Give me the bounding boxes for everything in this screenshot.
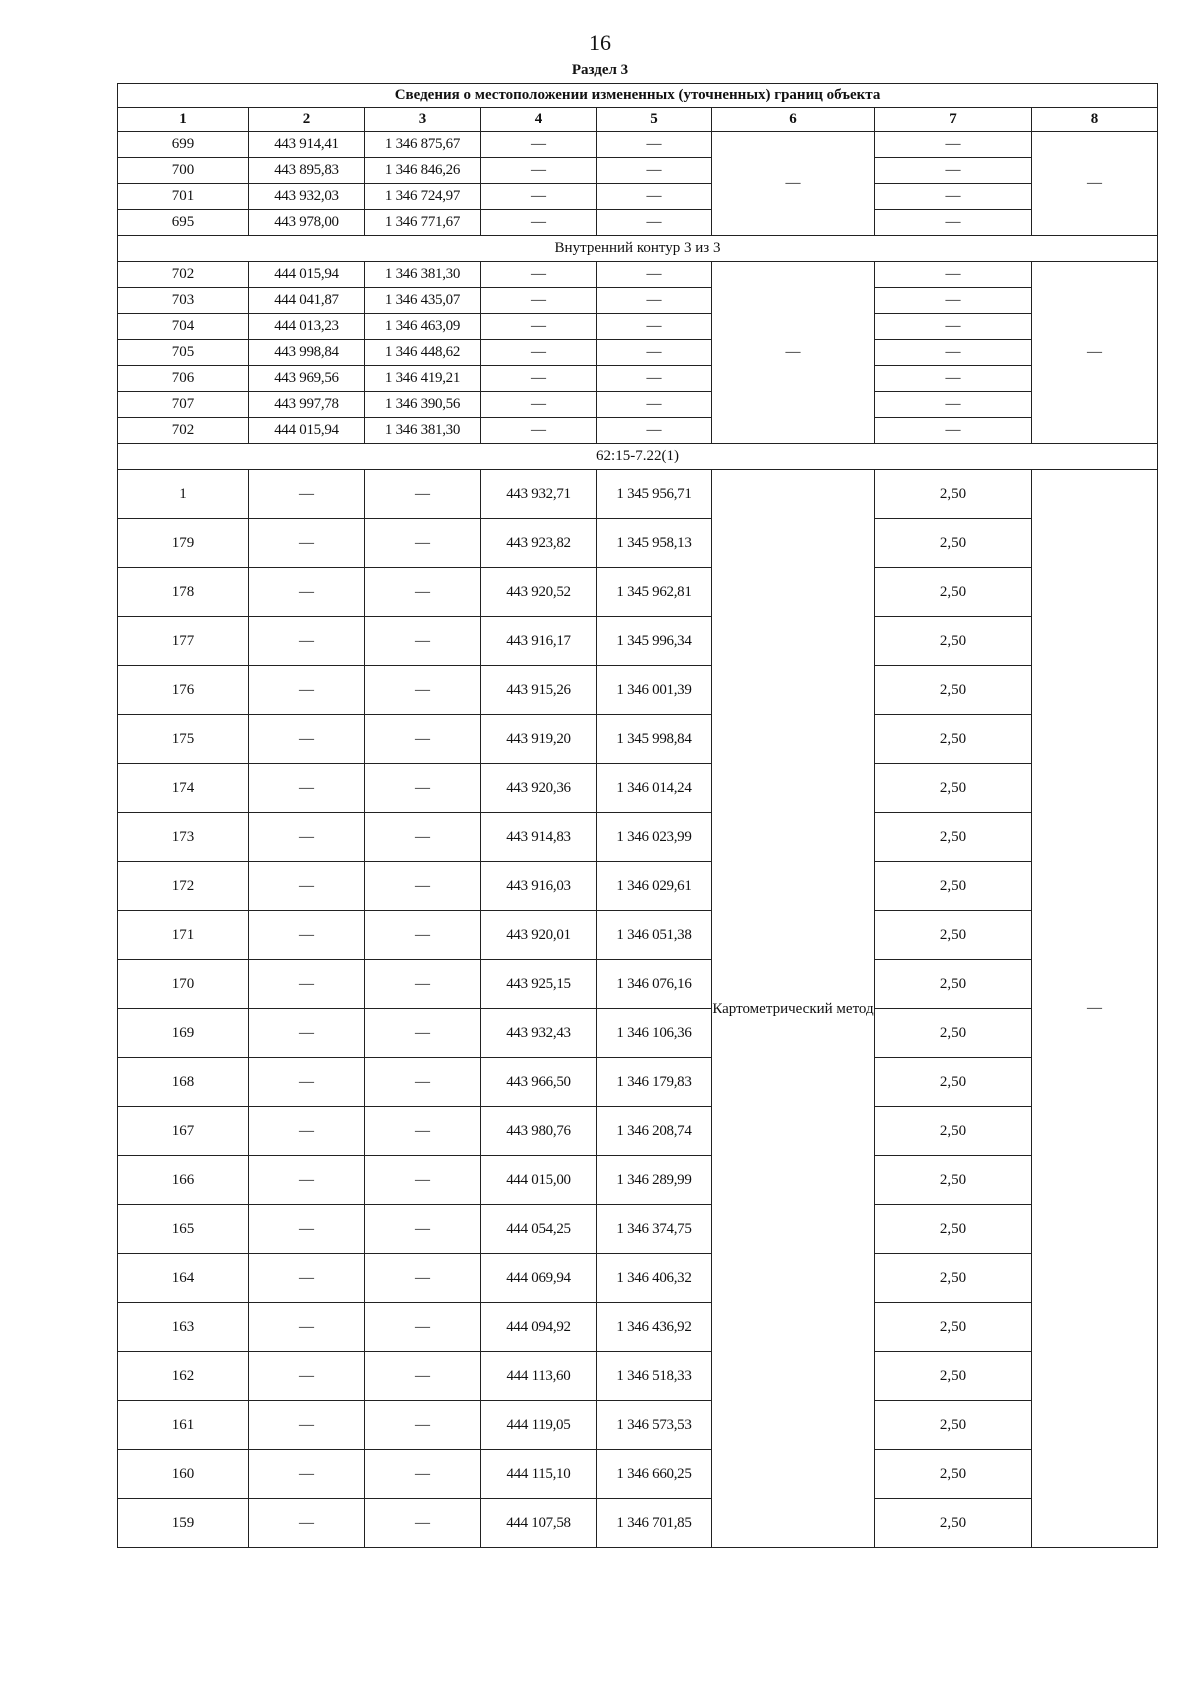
new-y: 1 346 051,38 bbox=[597, 911, 712, 960]
accuracy: 2,50 bbox=[875, 764, 1032, 813]
new-y: 1 345 962,81 bbox=[597, 568, 712, 617]
existing-y: — bbox=[365, 519, 481, 568]
point-number: 164 bbox=[118, 1254, 249, 1303]
new-x: — bbox=[481, 158, 597, 184]
new-y: 1 346 436,92 bbox=[597, 1303, 712, 1352]
point-number: 170 bbox=[118, 960, 249, 1009]
existing-x: — bbox=[249, 1107, 365, 1156]
existing-y: 1 346 448,62 bbox=[365, 340, 481, 366]
existing-y: 1 346 771,67 bbox=[365, 210, 481, 236]
table-row bbox=[118, 911, 1158, 960]
page-number: 16 bbox=[589, 30, 611, 55]
existing-x: — bbox=[249, 1450, 365, 1499]
new-x: 444 113,60 bbox=[481, 1352, 597, 1401]
parcel-separator bbox=[118, 444, 1158, 470]
new-x: — bbox=[481, 392, 597, 418]
existing-y: — bbox=[365, 1205, 481, 1254]
point-number: 161 bbox=[118, 1401, 249, 1450]
boundary-table bbox=[117, 83, 1158, 1548]
parcel-separator-label: 62:15-7.22(1) bbox=[118, 444, 1158, 470]
existing-x: 444 041,87 bbox=[249, 288, 365, 314]
new-y: 1 346 374,75 bbox=[597, 1205, 712, 1254]
new-x: — bbox=[481, 184, 597, 210]
accuracy: — bbox=[875, 158, 1032, 184]
existing-x: 443 932,03 bbox=[249, 184, 365, 210]
accuracy: — bbox=[875, 418, 1032, 444]
new-y: 1 346 076,16 bbox=[597, 960, 712, 1009]
existing-x: — bbox=[249, 1499, 365, 1548]
table-row bbox=[118, 470, 1158, 519]
accuracy: — bbox=[875, 132, 1032, 158]
point-number: 707 bbox=[118, 392, 249, 418]
point-number: 172 bbox=[118, 862, 249, 911]
point-number: 163 bbox=[118, 1303, 249, 1352]
point-number: 702 bbox=[118, 418, 249, 444]
new-x: 443 916,17 bbox=[481, 617, 597, 666]
description-cell: — bbox=[1032, 470, 1158, 1548]
point-number: 175 bbox=[118, 715, 249, 764]
point-number: 178 bbox=[118, 568, 249, 617]
new-y: 1 346 023,99 bbox=[597, 813, 712, 862]
accuracy: 2,50 bbox=[875, 666, 1032, 715]
existing-y: 1 346 875,67 bbox=[365, 132, 481, 158]
new-x: — bbox=[481, 132, 597, 158]
accuracy: 2,50 bbox=[875, 1009, 1032, 1058]
table-row bbox=[118, 1009, 1158, 1058]
accuracy: 2,50 bbox=[875, 1450, 1032, 1499]
existing-x: — bbox=[249, 813, 365, 862]
existing-y: — bbox=[365, 1401, 481, 1450]
existing-y: — bbox=[365, 1254, 481, 1303]
existing-y: 1 346 381,30 bbox=[365, 418, 481, 444]
table-row bbox=[118, 392, 1158, 418]
new-x: 443 920,01 bbox=[481, 911, 597, 960]
existing-x: 443 997,78 bbox=[249, 392, 365, 418]
new-y: 1 345 996,34 bbox=[597, 617, 712, 666]
table-row bbox=[118, 666, 1158, 715]
new-x: 444 107,58 bbox=[481, 1499, 597, 1548]
new-x: 443 919,20 bbox=[481, 715, 597, 764]
new-x: 443 920,36 bbox=[481, 764, 597, 813]
accuracy: — bbox=[875, 262, 1032, 288]
point-number: 159 bbox=[118, 1499, 249, 1548]
point-number: 171 bbox=[118, 911, 249, 960]
table-row bbox=[118, 262, 1158, 288]
accuracy: 2,50 bbox=[875, 1254, 1032, 1303]
new-y: — bbox=[597, 210, 712, 236]
point-number: 166 bbox=[118, 1156, 249, 1205]
new-x: 444 054,25 bbox=[481, 1205, 597, 1254]
new-y: 1 346 518,33 bbox=[597, 1352, 712, 1401]
accuracy: 2,50 bbox=[875, 1107, 1032, 1156]
point-number: 173 bbox=[118, 813, 249, 862]
new-y: 1 346 573,53 bbox=[597, 1401, 712, 1450]
table-row bbox=[118, 715, 1158, 764]
existing-y: — bbox=[365, 911, 481, 960]
new-y: — bbox=[597, 262, 712, 288]
point-number: 168 bbox=[118, 1058, 249, 1107]
accuracy: 2,50 bbox=[875, 960, 1032, 1009]
existing-y: — bbox=[365, 813, 481, 862]
new-y: 1 346 001,39 bbox=[597, 666, 712, 715]
new-x: 443 980,76 bbox=[481, 1107, 597, 1156]
table-row bbox=[118, 340, 1158, 366]
existing-y: — bbox=[365, 1058, 481, 1107]
existing-x: — bbox=[249, 1205, 365, 1254]
existing-x: — bbox=[249, 519, 365, 568]
existing-x: 444 013,23 bbox=[249, 314, 365, 340]
new-y: — bbox=[597, 158, 712, 184]
accuracy: 2,50 bbox=[875, 911, 1032, 960]
table-row bbox=[118, 1499, 1158, 1548]
column-number: 8 bbox=[1032, 108, 1158, 132]
existing-y: — bbox=[365, 470, 481, 519]
existing-x: 444 015,94 bbox=[249, 418, 365, 444]
method-cell: — bbox=[712, 262, 875, 444]
new-x: — bbox=[481, 366, 597, 392]
existing-x: — bbox=[249, 1156, 365, 1205]
accuracy: 2,50 bbox=[875, 715, 1032, 764]
new-y: 1 346 029,61 bbox=[597, 862, 712, 911]
accuracy: 2,50 bbox=[875, 1156, 1032, 1205]
existing-x: — bbox=[249, 568, 365, 617]
existing-x: — bbox=[249, 1303, 365, 1352]
existing-y: — bbox=[365, 862, 481, 911]
new-x: — bbox=[481, 210, 597, 236]
point-number: 179 bbox=[118, 519, 249, 568]
method-cell: — bbox=[712, 132, 875, 236]
accuracy: 2,50 bbox=[875, 1303, 1032, 1352]
column-number: 2 bbox=[249, 108, 365, 132]
new-x: 443 920,52 bbox=[481, 568, 597, 617]
accuracy: 2,50 bbox=[875, 1401, 1032, 1450]
table-row bbox=[118, 1058, 1158, 1107]
accuracy: 2,50 bbox=[875, 1058, 1032, 1107]
table-row bbox=[118, 1205, 1158, 1254]
existing-x: — bbox=[249, 1009, 365, 1058]
accuracy: — bbox=[875, 288, 1032, 314]
new-y: 1 346 406,32 bbox=[597, 1254, 712, 1303]
existing-x: 443 895,83 bbox=[249, 158, 365, 184]
existing-x: 443 914,41 bbox=[249, 132, 365, 158]
new-x: 444 015,00 bbox=[481, 1156, 597, 1205]
point-number: 699 bbox=[118, 132, 249, 158]
point-number: 174 bbox=[118, 764, 249, 813]
section-title: Раздел 3 bbox=[571, 62, 629, 78]
new-x: — bbox=[481, 340, 597, 366]
existing-y: — bbox=[365, 764, 481, 813]
point-number: 169 bbox=[118, 1009, 249, 1058]
table-row bbox=[118, 1401, 1158, 1450]
existing-x: — bbox=[249, 1058, 365, 1107]
new-y: — bbox=[597, 366, 712, 392]
new-y: 1 346 289,99 bbox=[597, 1156, 712, 1205]
existing-y: — bbox=[365, 715, 481, 764]
new-y: 1 346 208,74 bbox=[597, 1107, 712, 1156]
table-row bbox=[118, 314, 1158, 340]
existing-x: — bbox=[249, 911, 365, 960]
table-row bbox=[118, 813, 1158, 862]
new-x: 444 069,94 bbox=[481, 1254, 597, 1303]
existing-y: — bbox=[365, 1107, 481, 1156]
accuracy: 2,50 bbox=[875, 862, 1032, 911]
new-y: — bbox=[597, 184, 712, 210]
existing-y: — bbox=[365, 1303, 481, 1352]
new-x: 444 115,10 bbox=[481, 1450, 597, 1499]
new-y: 1 345 956,71 bbox=[597, 470, 712, 519]
point-number: 160 bbox=[118, 1450, 249, 1499]
existing-x: — bbox=[249, 1401, 365, 1450]
accuracy: 2,50 bbox=[875, 1499, 1032, 1548]
point-number: 177 bbox=[118, 617, 249, 666]
table-row bbox=[118, 1254, 1158, 1303]
accuracy: 2,50 bbox=[875, 568, 1032, 617]
new-y: 1 345 998,84 bbox=[597, 715, 712, 764]
description-cell: — bbox=[1032, 132, 1158, 236]
new-x: — bbox=[481, 314, 597, 340]
contour-separator-label: Внутренний контур 3 из 3 bbox=[118, 236, 1158, 262]
column-number: 7 bbox=[875, 108, 1032, 132]
new-y: — bbox=[597, 314, 712, 340]
new-x: 443 966,50 bbox=[481, 1058, 597, 1107]
new-x: — bbox=[481, 262, 597, 288]
point-number: 702 bbox=[118, 262, 249, 288]
existing-x: — bbox=[249, 1254, 365, 1303]
existing-y: 1 346 463,09 bbox=[365, 314, 481, 340]
existing-y: — bbox=[365, 1009, 481, 1058]
accuracy: 2,50 bbox=[875, 470, 1032, 519]
new-x: 443 932,43 bbox=[481, 1009, 597, 1058]
table-row bbox=[118, 184, 1158, 210]
accuracy: 2,50 bbox=[875, 1352, 1032, 1401]
existing-y: — bbox=[365, 1352, 481, 1401]
table-row bbox=[118, 862, 1158, 911]
existing-x: 443 969,56 bbox=[249, 366, 365, 392]
accuracy: — bbox=[875, 210, 1032, 236]
table-row bbox=[118, 519, 1158, 568]
column-number: 4 bbox=[481, 108, 597, 132]
existing-x: — bbox=[249, 666, 365, 715]
existing-y: — bbox=[365, 1499, 481, 1548]
existing-y: 1 346 846,26 bbox=[365, 158, 481, 184]
table-row bbox=[118, 366, 1158, 392]
contour-separator bbox=[118, 236, 1158, 262]
new-y: 1 346 701,85 bbox=[597, 1499, 712, 1548]
existing-x: — bbox=[249, 1352, 365, 1401]
table-row bbox=[118, 1352, 1158, 1401]
new-x: 443 925,15 bbox=[481, 960, 597, 1009]
accuracy: — bbox=[875, 184, 1032, 210]
new-x: — bbox=[481, 288, 597, 314]
new-x: 443 914,83 bbox=[481, 813, 597, 862]
existing-x: — bbox=[249, 715, 365, 764]
table-row bbox=[118, 1303, 1158, 1352]
new-y: — bbox=[597, 288, 712, 314]
point-number: 165 bbox=[118, 1205, 249, 1254]
existing-y: 1 346 724,97 bbox=[365, 184, 481, 210]
new-x: — bbox=[481, 418, 597, 444]
method-cell: Картометрический метод bbox=[712, 470, 875, 1548]
table-row bbox=[118, 418, 1158, 444]
existing-x: — bbox=[249, 862, 365, 911]
point-number: 703 bbox=[118, 288, 249, 314]
new-x: 444 094,92 bbox=[481, 1303, 597, 1352]
new-x: 444 119,05 bbox=[481, 1401, 597, 1450]
table-row bbox=[118, 288, 1158, 314]
new-y: — bbox=[597, 392, 712, 418]
point-number: 706 bbox=[118, 366, 249, 392]
new-y: 1 346 106,36 bbox=[597, 1009, 712, 1058]
table-row bbox=[118, 1156, 1158, 1205]
column-number: 3 bbox=[365, 108, 481, 132]
new-x: 443 923,82 bbox=[481, 519, 597, 568]
table-row bbox=[118, 1107, 1158, 1156]
accuracy: 2,50 bbox=[875, 1205, 1032, 1254]
new-x: 443 915,26 bbox=[481, 666, 597, 715]
existing-x: 443 978,00 bbox=[249, 210, 365, 236]
point-number: 695 bbox=[118, 210, 249, 236]
column-number: 6 bbox=[712, 108, 875, 132]
point-number: 176 bbox=[118, 666, 249, 715]
table-row bbox=[118, 132, 1158, 158]
table-row bbox=[118, 568, 1158, 617]
accuracy: 2,50 bbox=[875, 617, 1032, 666]
existing-y: — bbox=[365, 1450, 481, 1499]
existing-y: — bbox=[365, 1156, 481, 1205]
existing-x: — bbox=[249, 764, 365, 813]
new-x: 443 916,03 bbox=[481, 862, 597, 911]
new-y: — bbox=[597, 340, 712, 366]
existing-y: — bbox=[365, 568, 481, 617]
existing-x: — bbox=[249, 617, 365, 666]
point-number: 705 bbox=[118, 340, 249, 366]
table-title: Сведения о местоположении измененных (уточненных) границ объекта bbox=[118, 84, 1158, 108]
new-y: — bbox=[597, 418, 712, 444]
new-y: 1 346 660,25 bbox=[597, 1450, 712, 1499]
accuracy: 2,50 bbox=[875, 519, 1032, 568]
existing-x: — bbox=[249, 470, 365, 519]
accuracy: — bbox=[875, 314, 1032, 340]
existing-y: 1 346 390,56 bbox=[365, 392, 481, 418]
existing-y: — bbox=[365, 960, 481, 1009]
new-y: 1 346 179,83 bbox=[597, 1058, 712, 1107]
point-number: 700 bbox=[118, 158, 249, 184]
accuracy: — bbox=[875, 340, 1032, 366]
description-cell: — bbox=[1032, 262, 1158, 444]
accuracy: — bbox=[875, 366, 1032, 392]
existing-x: 444 015,94 bbox=[249, 262, 365, 288]
existing-y: — bbox=[365, 617, 481, 666]
accuracy: — bbox=[875, 392, 1032, 418]
existing-x: — bbox=[249, 960, 365, 1009]
point-number: 704 bbox=[118, 314, 249, 340]
table-row bbox=[118, 960, 1158, 1009]
new-x: 443 932,71 bbox=[481, 470, 597, 519]
existing-x: 443 998,84 bbox=[249, 340, 365, 366]
existing-y: — bbox=[365, 666, 481, 715]
existing-y: 1 346 419,21 bbox=[365, 366, 481, 392]
existing-y: 1 346 381,30 bbox=[365, 262, 481, 288]
existing-y: 1 346 435,07 bbox=[365, 288, 481, 314]
table-row bbox=[118, 617, 1158, 666]
new-y: — bbox=[597, 132, 712, 158]
table-row bbox=[118, 764, 1158, 813]
new-y: 1 346 014,24 bbox=[597, 764, 712, 813]
table-row bbox=[118, 210, 1158, 236]
new-y: 1 345 958,13 bbox=[597, 519, 712, 568]
table-row bbox=[118, 158, 1158, 184]
point-number: 162 bbox=[118, 1352, 249, 1401]
column-number: 5 bbox=[597, 108, 712, 132]
point-number: 167 bbox=[118, 1107, 249, 1156]
point-number: 1 bbox=[118, 470, 249, 519]
point-number: 701 bbox=[118, 184, 249, 210]
column-number: 1 bbox=[118, 108, 249, 132]
table-row bbox=[118, 1450, 1158, 1499]
accuracy: 2,50 bbox=[875, 813, 1032, 862]
